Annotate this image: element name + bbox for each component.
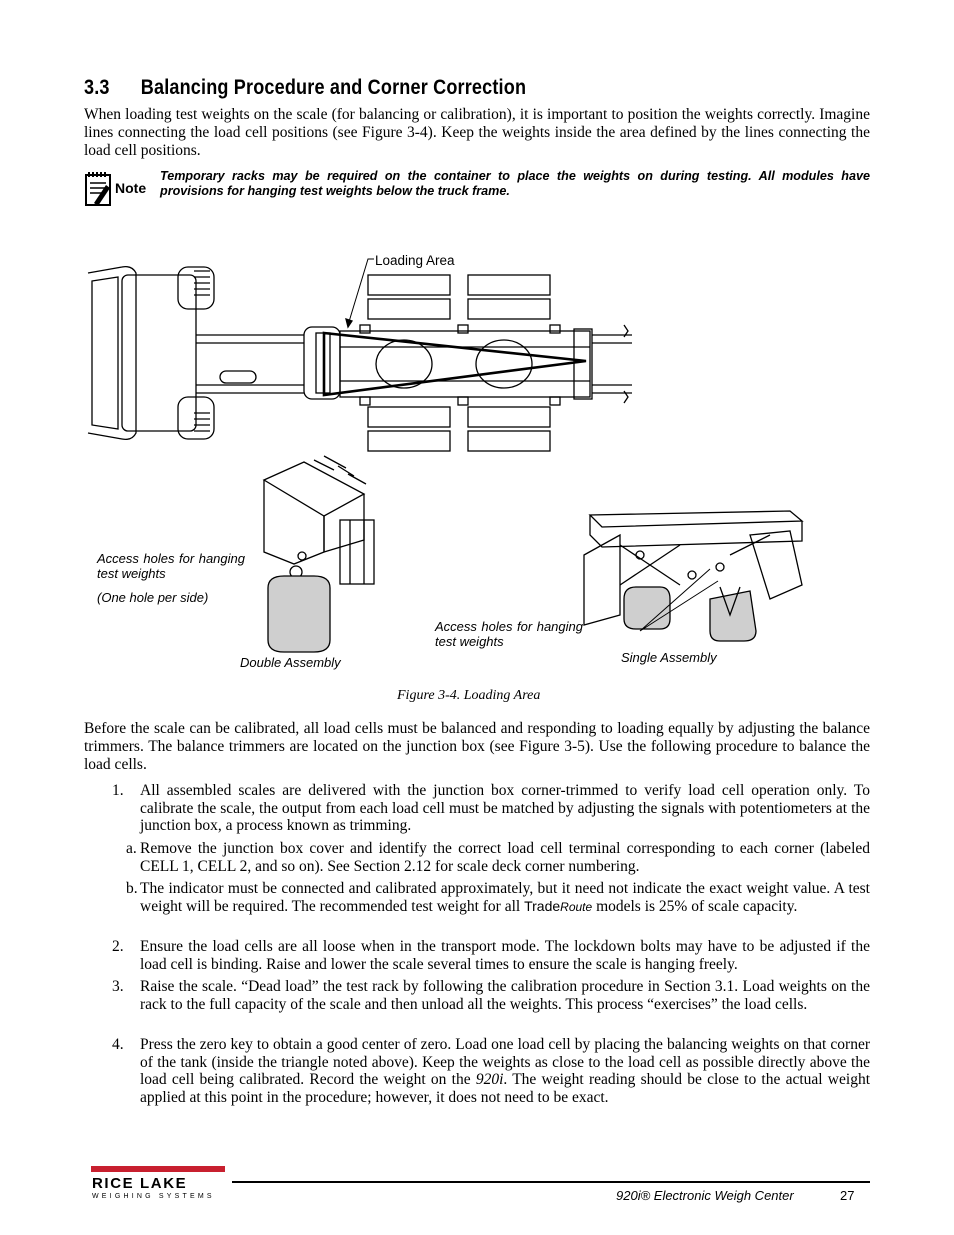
calibration-intro-paragraph: Before the scale can be calibrated, all load cells must be balanced and responding to loading equally by adjusting the balance trimmers. The balance trimmers are located on the junction box (see Figure 3-5). Use the following procedure to balance the load cells. [84, 720, 870, 774]
list-item: 4. Press the zero key to obtain a good center of zero. Load one load cell by placing the balancing weights on that corner of the tank (inside the triangle noted above). Keep the weights as close to the load cell as possible directly above the load cell being calibrated. Record the weight on the 920i. The weight reading should be close to the actual weight applied at this point in the procedure; however, it does not need to be exact. [112, 1036, 870, 1106]
section-number: 3.3 [84, 76, 110, 99]
list-item: b. The indicator must be connected and calibrated approximately, but it need not indicate the exact weight value. A test weight will be required. The recommended test weight for all TradeRoute models is 25% of scale capacity. [126, 880, 870, 915]
rice-lake-logo [91, 1166, 231, 1200]
intro-paragraph: When loading test weights on the scale (for balancing or calibration), it is important to position the weights correctly. Imagine lines connecting the load cell positions (see Figure 3-4). Keep the weights inside the area defined by the lines connecting the load cell positions. [84, 106, 870, 160]
footer-product: 920i® Electronic Weigh Center [616, 1188, 794, 1203]
double-hole-note: (One hole per side) [97, 590, 209, 605]
single-access-label: Access holes for hanging test weights [435, 619, 583, 649]
single-assembly-caption: Single Assembly [621, 650, 717, 665]
list-item: a. Remove the junction box cover and identify the correct load cell terminal corresponding to each corner (labeled CELL 1, CELL 2, and so on). See Section 2.12 for scale deck corner numbering. [126, 840, 870, 875]
section-heading [84, 76, 526, 100]
note-text: Temporary racks may be required on the container to place the weights on during testing. All modules have provisions for hanging test weights below the truck frame. [160, 169, 870, 198]
traderoute-brand: TradeRoute [524, 897, 593, 914]
list-item: 3. Raise the scale. “Dead load” the test rack by following the calibration procedure in Section 3.1. Load weights on the rack to the full capacity of the scale and then unload all the weights. This process “exercises” the load cells. [112, 978, 870, 1013]
footer-rule [232, 1181, 870, 1183]
figure-caption: Figure 3-4. Loading Area [397, 688, 541, 703]
list-item: 2. Ensure the load cells are all loose when in the transport mode. The lockdown bolts may have to be adjusted if the load cell is binding. Raise and lower the scale several times to ensure the scale is hanging freely. [112, 938, 870, 973]
svg-text:RICE LAKE: RICE LAKE [92, 1175, 188, 1192]
note-label: Note [115, 180, 147, 196]
section-title: Balancing Procedure and Corner Correction [140, 76, 527, 99]
list-item: 1. All assembled scales are delivered with the junction box corner-trimmed to verify load cell operation only. To calibrate the scale, the output from each load cell must be matched by adjusting the signals with potentiometers at the junction box, a process known as trimming. [112, 782, 870, 835]
double-assembly-caption: Double Assembly [240, 655, 341, 670]
svg-text:WEIGHING SYSTEMS: WEIGHING SYSTEMS [92, 1193, 215, 1200]
loading-area-label: Loading Area [375, 253, 455, 268]
page-number: 27 [840, 1188, 855, 1203]
double-access-label: Access holes for hanging test weights [97, 551, 245, 581]
